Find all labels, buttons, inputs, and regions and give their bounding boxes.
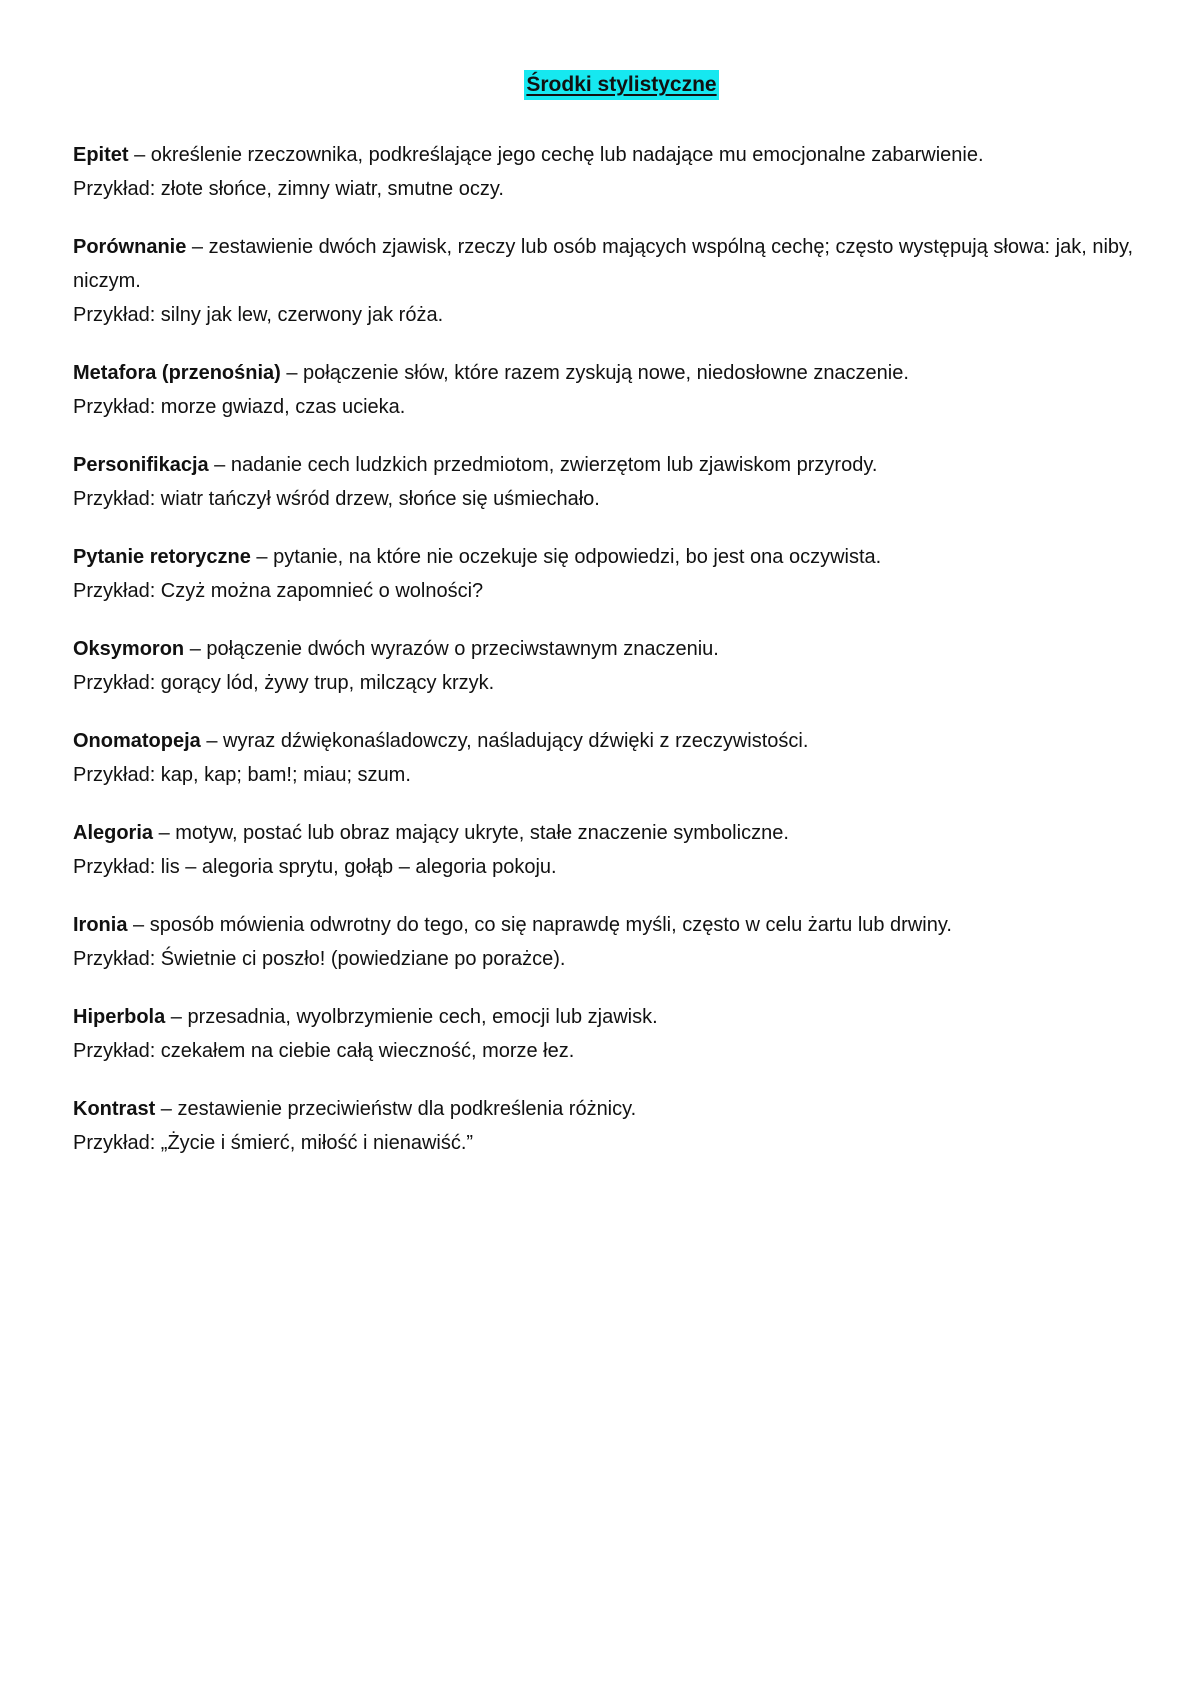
entry-definition: – zestawienie dwóch zjawisk, rzeczy lub osób mających wspólną cechę; często występują słowa: jak, niby, niczym. (73, 236, 1134, 292)
entry-definition: – zestawienie przeciwieństw dla podkreślenia różnicy. (155, 1098, 637, 1120)
entry-definition: – połączenie słów, które razem zyskują nowe, niedosłowne znaczenie. (280, 362, 909, 384)
entry-term: Epitet (73, 144, 129, 166)
entry-definition-line (73, 724, 1140, 758)
entry-alegoria (73, 816, 1140, 884)
entry-term: Metafora (przenośnia) (73, 362, 281, 384)
entry-example: Przykład: złote słońce, zimny wiatr, smutne oczy. (73, 178, 504, 200)
entry-definition-line (73, 230, 1140, 298)
entry-example: Przykład: kap, kap; bam!; miau; szum. (73, 764, 411, 786)
entry-metafora (73, 356, 1140, 424)
entry-definition: – przesadnia, wyolbrzymienie cech, emocji lub zjawisk. (165, 1006, 658, 1028)
entry-kontrast (73, 1092, 1140, 1160)
entry-pytanie-retoryczne (73, 540, 1140, 608)
entry-definition: – sposób mówienia odwrotny do tego, co się naprawdę myśli, często w celu żartu lub drwiny. (127, 914, 952, 936)
entry-term: Alegoria (73, 822, 154, 844)
entry-term: Porównanie (73, 236, 187, 258)
title-wrap (73, 70, 1140, 100)
entry-definition-line (73, 1092, 1140, 1126)
entry-term: Ironia (73, 914, 128, 936)
entry-term: Oksymoron (73, 638, 185, 660)
entry-onomatopeja (73, 724, 1140, 792)
entry-term: Onomatopeja (73, 730, 201, 752)
entry-definition: – motyw, postać lub obraz mający ukryte, stałe znaczenie symboliczne. (153, 822, 789, 844)
entry-oksymoron (73, 632, 1140, 700)
entry-definition-line (73, 908, 1140, 942)
entry-definition: – nadanie cech ludzkich przedmiotom, zwierzętom lub zjawiskom przyrody. (208, 454, 878, 476)
entry-definition: – określenie rzeczownika, podkreślające jego cechę lub nadające mu emocjonalne zabarwienie. (128, 144, 984, 166)
entry-definition-line (73, 138, 1140, 172)
entry-ironia (73, 908, 1140, 976)
entry-definition-line (73, 816, 1140, 850)
entry-porownanie (73, 230, 1140, 332)
entry-example: Przykład: morze gwiazd, czas ucieka. (73, 396, 406, 418)
entry-term: Personifikacja (73, 454, 209, 476)
entry-definition-line (73, 356, 1140, 390)
entry-personifikacja (73, 448, 1140, 516)
entry-term: Kontrast (73, 1098, 156, 1120)
entry-example: Przykład: wiatr tańczył wśród drzew, słońce się uśmiechało. (73, 488, 600, 510)
entry-term: Pytanie retoryczne (73, 546, 251, 568)
entry-definition-line (73, 540, 1140, 574)
entry-definition: – wyraz dźwiękonaśladowczy, naśladujący dźwięki z rzeczywistości. (200, 730, 809, 752)
entry-example: Przykład: lis – alegoria sprytu, gołąb – alegoria pokoju. (73, 856, 557, 878)
entry-definition: – pytanie, na które nie oczekuje się odpowiedzi, bo jest ona oczywista. (250, 546, 882, 568)
entry-hiperbola (73, 1000, 1140, 1068)
entry-example: Przykład: Świetnie ci poszło! (powiedziane po porażce). (73, 948, 566, 970)
entry-definition-line (73, 448, 1140, 482)
document-title: Środki stylistyczne (524, 70, 718, 100)
entry-example: Przykład: gorący lód, żywy trup, milczący krzyk. (73, 672, 495, 694)
entry-epitet (73, 138, 1140, 206)
entry-definition-line (73, 632, 1140, 666)
entry-example: Przykład: Czyż można zapomnieć o wolności? (73, 580, 484, 602)
entry-definition-line (73, 1000, 1140, 1034)
entry-example: Przykład: „Życie i śmierć, miłość i nienawiść.” (73, 1132, 474, 1154)
entry-definition: – połączenie dwóch wyrazów o przeciwstawnym znaczeniu. (184, 638, 719, 660)
entry-example: Przykład: silny jak lew, czerwony jak róża. (73, 304, 444, 326)
entry-example: Przykład: czekałem na ciebie całą wieczność, morze łez. (73, 1040, 575, 1062)
entry-term: Hiperbola (73, 1006, 166, 1028)
